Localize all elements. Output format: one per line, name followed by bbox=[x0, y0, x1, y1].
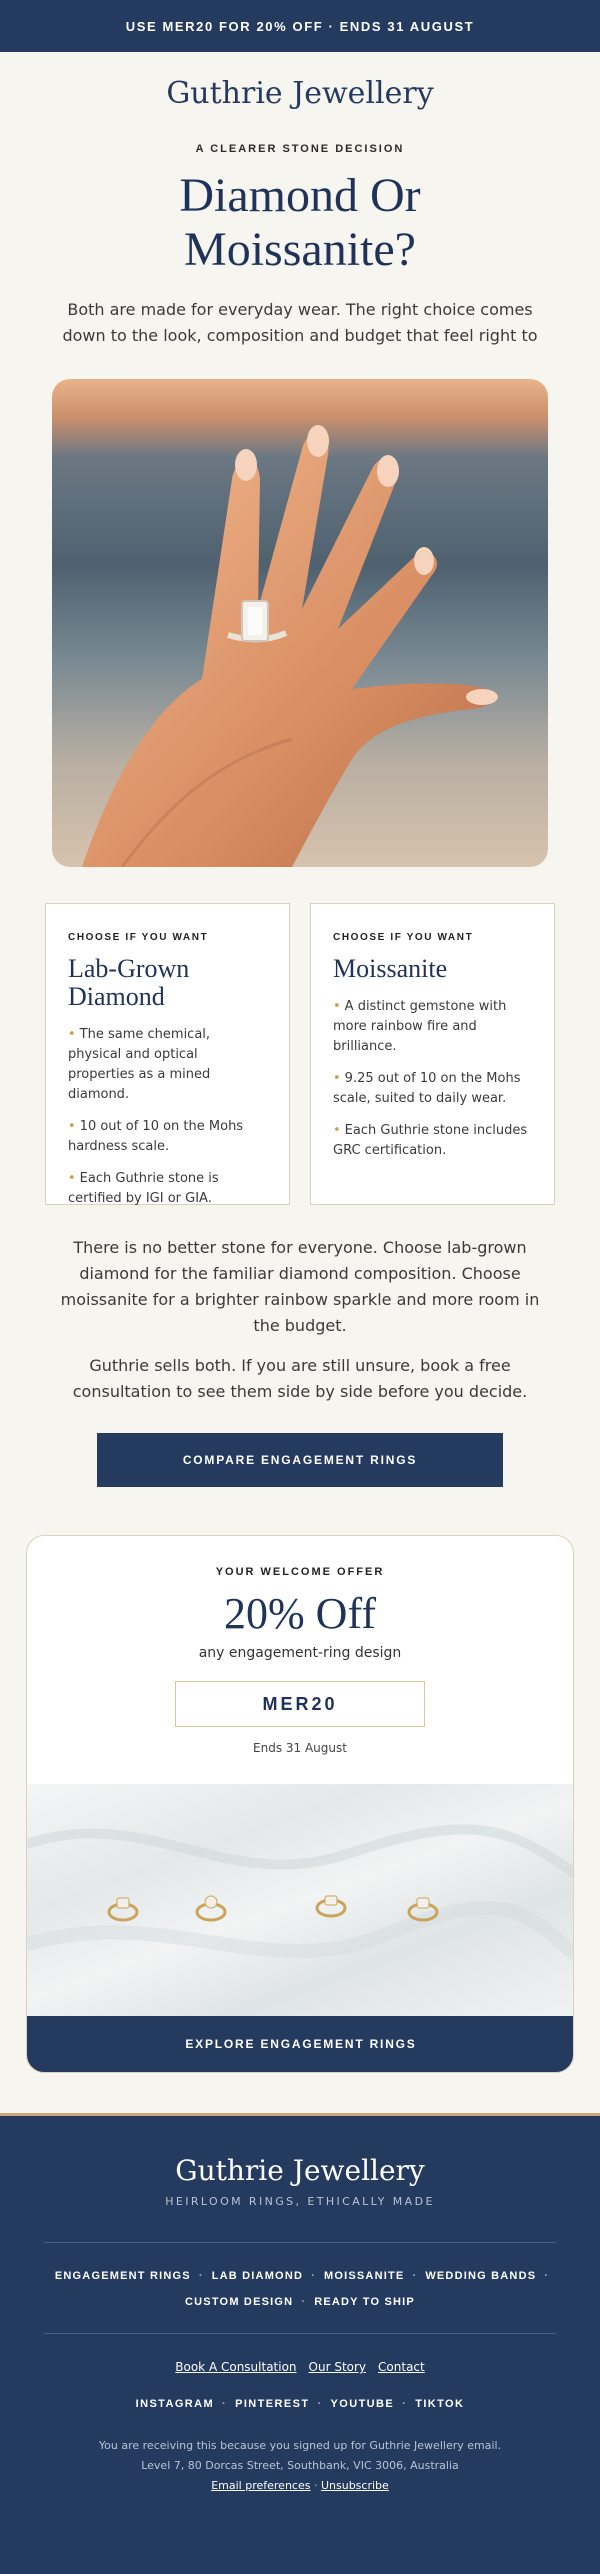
hero-intro: Both are made for everyday wear. The right choice comes down to the look, composition and budget that feel right to bbox=[62, 300, 538, 345]
separator-dot-icon: · bbox=[402, 2398, 408, 2410]
separator-dot-icon: · bbox=[198, 2270, 204, 2282]
email-preferences-link[interactable]: Email preferences bbox=[211, 2479, 311, 2492]
point-text: The same chemical, physical and optical properties as a mined diamond. bbox=[68, 1027, 211, 1102]
separator-dot-icon: · bbox=[222, 2398, 228, 2410]
separator-dot-icon: · bbox=[317, 2398, 323, 2410]
footer-nav-wedding-bands[interactable]: WEDDING BANDS bbox=[425, 2270, 537, 2282]
offer-amount: 20% Off bbox=[224, 1589, 376, 1638]
separator-dot-icon: · bbox=[301, 2296, 307, 2308]
footer-nav-custom-design[interactable]: CUSTOM DESIGN bbox=[185, 2296, 294, 2308]
card-moissanite bbox=[310, 903, 555, 1205]
card-lab-grown-diamond bbox=[45, 903, 290, 1205]
contact-link[interactable]: Contact bbox=[378, 2360, 425, 2374]
youtube-link[interactable]: YOUTUBE bbox=[330, 2398, 395, 2410]
separator-dot-icon: · bbox=[544, 2270, 550, 2282]
our-story-link[interactable]: Our Story bbox=[308, 2360, 367, 2374]
card-title-line-1: Lab-Grown bbox=[68, 954, 190, 983]
body-paragraph-2: Guthrie sells both. If you are still unsure, book a free consultation to see them side by side before you decide. bbox=[72, 1356, 528, 1401]
list-item bbox=[68, 1117, 267, 1157]
headline-line-2: Moissanite? bbox=[184, 223, 416, 276]
list-item bbox=[68, 1025, 267, 1105]
card-title-line-2: Diamond bbox=[68, 982, 165, 1011]
list-item bbox=[333, 1069, 532, 1109]
hero-image[interactable] bbox=[52, 379, 548, 867]
legal-line-3 bbox=[0, 2476, 600, 2496]
point-text: Each Guthrie stone is certified by IGI or GIA. bbox=[68, 1171, 219, 1206]
divider bbox=[44, 2333, 556, 2334]
promo-bar[interactable] bbox=[0, 0, 600, 52]
bullet-dot-icon: • bbox=[68, 1027, 76, 1042]
legal-line-2: Level 7, 80 Dorcas Street, Southbank, VIC 3006, Australia bbox=[141, 2459, 459, 2472]
hero-eyebrow: A CLEARER STONE DECISION bbox=[195, 143, 405, 155]
list-item bbox=[333, 997, 532, 1057]
legal-text bbox=[0, 2436, 600, 2496]
footer-nav-lab-diamond[interactable]: LAB DIAMOND bbox=[211, 2270, 304, 2282]
pinterest-link[interactable]: PINTEREST bbox=[235, 2398, 310, 2410]
card-title bbox=[68, 955, 267, 1011]
unsubscribe-link[interactable]: Unsubscribe bbox=[320, 2479, 389, 2492]
footer bbox=[0, 2113, 600, 2574]
instagram-link[interactable]: INSTAGRAM bbox=[135, 2398, 215, 2410]
footer-tagline: HEIRLOOM RINGS, ETHICALLY MADE bbox=[165, 2195, 435, 2208]
tiktok-link[interactable]: TIKTOK bbox=[415, 2398, 465, 2410]
card-title: Moissanite bbox=[333, 954, 448, 983]
offer-expiry: Ends 31 August bbox=[253, 1741, 347, 1755]
card-kicker: CHOOSE IF YOU WANT bbox=[68, 932, 209, 943]
bullet-dot-icon: • bbox=[333, 1123, 341, 1138]
bullet-dot-icon: • bbox=[333, 999, 341, 1014]
bullet-dot-icon: • bbox=[333, 1071, 341, 1086]
separator-dot-icon: · bbox=[313, 2479, 318, 2492]
offer-kicker: YOUR WELCOME OFFER bbox=[215, 1566, 385, 1578]
point-text: 9.25 out of 10 on the Mohs scale, suited to daily wear. bbox=[333, 1071, 521, 1106]
body-paragraph-1: There is no better stone for everyone. Choose lab-grown diamond for the familiar diamond composition. Choose moissanite for a brighter rainbow sparkle and more room in the budget. bbox=[60, 1238, 540, 1335]
rings-image[interactable] bbox=[27, 1784, 574, 2018]
comparison-cards bbox=[0, 903, 600, 1205]
footer-links bbox=[0, 2360, 600, 2374]
explore-rings-button[interactable]: EXPLORE ENGAGEMENT RINGS bbox=[27, 2016, 574, 2072]
point-text: A distinct gemstone with more rainbow fire and brilliance. bbox=[333, 999, 507, 1054]
legal-line-1: You are receiving this because you signed up for Guthrie Jewellery email. bbox=[98, 2439, 502, 2452]
footer-nav-engagement-rings[interactable]: ENGAGEMENT RINGS bbox=[54, 2270, 191, 2282]
footer-nav bbox=[40, 2243, 560, 2333]
hand-ring-illustration bbox=[52, 379, 548, 867]
headline-line-1: Diamond Or bbox=[179, 169, 421, 222]
list-item bbox=[333, 1121, 532, 1161]
hero-headline bbox=[0, 169, 600, 277]
rings-on-silk-illustration bbox=[27, 1784, 574, 2018]
card-kicker: CHOOSE IF YOU WANT bbox=[333, 932, 474, 943]
bullet-dot-icon: • bbox=[68, 1119, 76, 1134]
welcome-offer-card bbox=[26, 1535, 574, 2073]
book-consultation-link[interactable]: Book A Consultation bbox=[175, 2360, 297, 2374]
social-links bbox=[0, 2398, 600, 2410]
brand-logo[interactable]: Guthrie Jewellery bbox=[166, 76, 434, 111]
offer-subtext: any engagement-ring design bbox=[198, 1645, 402, 1661]
promo-code-box[interactable]: MER20 bbox=[175, 1681, 425, 1727]
footer-nav-ready-to-ship[interactable]: READY TO SHIP bbox=[314, 2296, 415, 2308]
point-text: Each Guthrie stone includes GRC certification. bbox=[333, 1123, 528, 1158]
card-points bbox=[333, 997, 532, 1161]
ring-icon bbox=[109, 1900, 437, 1920]
separator-dot-icon: · bbox=[412, 2270, 418, 2282]
compare-rings-button[interactable]: COMPARE ENGAGEMENT RINGS bbox=[97, 1433, 503, 1487]
promo-text: USE MER20 FOR 20% OFF · ENDS 31 AUGUST bbox=[125, 18, 475, 34]
footer-brand[interactable]: Guthrie Jewellery bbox=[175, 2154, 425, 2187]
card-points bbox=[68, 1025, 267, 1209]
bullet-dot-icon: • bbox=[68, 1171, 76, 1186]
point-text: 10 out of 10 on the Mohs hardness scale. bbox=[68, 1119, 244, 1154]
footer-nav-moissanite[interactable]: MOISSANITE bbox=[323, 2270, 405, 2282]
list-item bbox=[68, 1169, 267, 1209]
separator-dot-icon: · bbox=[311, 2270, 316, 2282]
